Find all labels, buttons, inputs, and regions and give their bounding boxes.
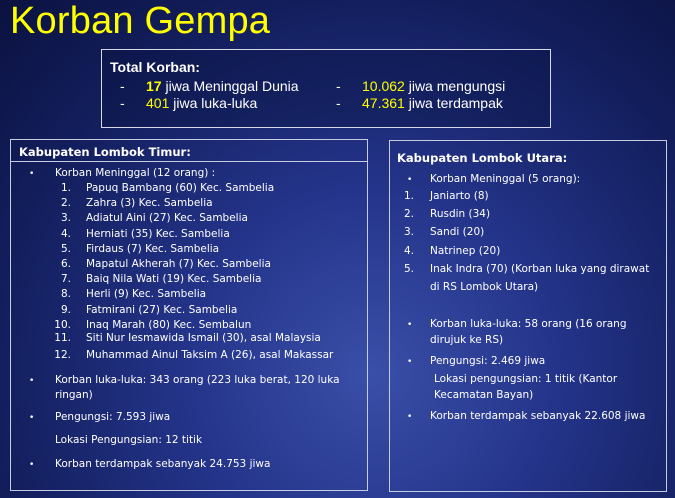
bullet-icon: • [407,320,413,330]
list-item-number: 2. [60,197,71,210]
list-item-number: 4. [60,227,71,240]
list-item: Janiarto (8) [430,190,489,202]
list-item: Papuq Bambang (60) Kec. Sambelia [86,182,275,194]
list-item-number: 11. [54,332,71,344]
utara-meninggal-label: Korban Meninggal (5 orang): [430,173,581,185]
list-item-number: 2. [403,208,414,221]
list-item: Siti Nur Iesmawida Ismail (30), asal Malaysia [86,332,321,344]
list-item: Mapatul Akherah (7) Kec. Sambelia [86,258,271,270]
total-korban-heading: Total Korban: [110,59,200,75]
timur-luka-line-2: ringan) [55,389,93,401]
list-item-number: 12. [54,349,71,361]
utara-terdampak: Korban terdampak sebanyak 22.608 jiwa [430,410,646,422]
utara-luka-line-1: Korban luka-luka: 58 orang (16 orang [430,318,627,330]
timur-meninggal-label: Korban Meninggal (12 orang) : [55,167,216,179]
utara-luka-line-2: dirujuk ke RS) [430,334,504,346]
total-terdampak-value: 47.361 [362,95,405,111]
total-mengungsi-value: 10.062 [362,78,405,94]
list-item-number: 4. [403,244,414,257]
list-item-number: 1. [60,182,71,194]
total-mengungsi-line: - 10.062 jiwa mengungsi [336,78,506,94]
total-meninggal-line: - 17 jiwa Meninggal Dunia [120,78,299,94]
list-item: Herli (9) Kec. Sambelia [86,288,207,301]
total-meninggal-value: 17 [146,78,162,94]
bullet-icon: • [29,169,35,179]
list-item-number: 10. [54,318,71,331]
utara-lokasi-line-2: Kecamatan Bayan) [434,389,534,401]
timur-luka-line-1: Korban luka-luka: 343 orang (223 luka berat, 120 luka [55,374,340,386]
list-item-number: 9. [60,303,71,316]
timur-lokasi: Lokasi Pengungsian: 12 titik [55,434,203,446]
bullet-icon: • [29,413,35,423]
list-item: Baiq Nila Wati (19) Kec. Sambelia [86,273,262,286]
list-item: Adiatul Aini (27) Kec. Sambelia [86,212,248,225]
utara-pengungsi: Pengungsi: 2.469 jiwa [430,355,546,367]
total-luka-value: 401 [146,95,170,111]
lombok-utara-heading: Kabupaten Lombok Utara: [397,151,568,165]
list-item-number: 3. [403,226,414,239]
list-item-number: 5. [60,242,71,255]
lombok-timur-panel [10,139,368,491]
bullet-icon: • [407,175,413,185]
list-item-number: 5. [403,262,414,275]
utara-list-5-cont: di RS Lombok Utara) [430,281,539,293]
list-item: Firdaus (7) Kec. Sambelia [86,242,220,255]
list-item: Natrinep (20) [430,244,501,257]
bullet-icon: • [407,357,413,367]
list-item-number: 1. [403,190,414,202]
list-item-number: 6. [60,258,71,270]
list-item-number: 3. [60,212,71,225]
list-item: Fatmirani (27) Kec. Sambelia [86,303,238,316]
timur-pengungsi: Pengungsi: 7.593 jiwa [55,411,171,423]
list-item-number: 7. [60,273,71,286]
slide-title: Korban Gempa [10,0,271,42]
utara-lokasi-line-1: Lokasi pengungsian: 1 titik (Kantor [434,373,618,385]
list-item: Zahra (3) Kec. Sambelia [86,197,213,210]
lombok-utara-panel [389,140,667,492]
list-item: Muhammad Ainul Taksim A (26), asal Makassar [86,349,334,361]
list-item: Sandi (20) [430,226,485,239]
total-korban-box [101,49,551,128]
timur-terdampak: Korban terdampak sebanyak 24.753 jiwa [55,458,271,470]
list-item: Herniati (35) Kec. Sambelia [86,227,230,240]
bullet-icon: • [29,460,35,470]
lombok-timur-heading: Kabupaten Lombok Timur: [11,140,367,162]
total-terdampak-line: - 47.361 jiwa terdampak [336,95,503,111]
list-item-number: 8. [60,288,71,301]
bullet-icon: • [29,376,35,386]
list-item: Inak Indra (70) (Korban luka yang dirawat [430,262,650,275]
list-item: Inaq Marah (80) Kec. Sembalun [86,318,252,331]
total-luka-line: - 401 jiwa luka-luka [120,95,258,111]
bullet-icon: • [407,412,413,422]
list-item: Rusdin (34) [430,208,491,221]
